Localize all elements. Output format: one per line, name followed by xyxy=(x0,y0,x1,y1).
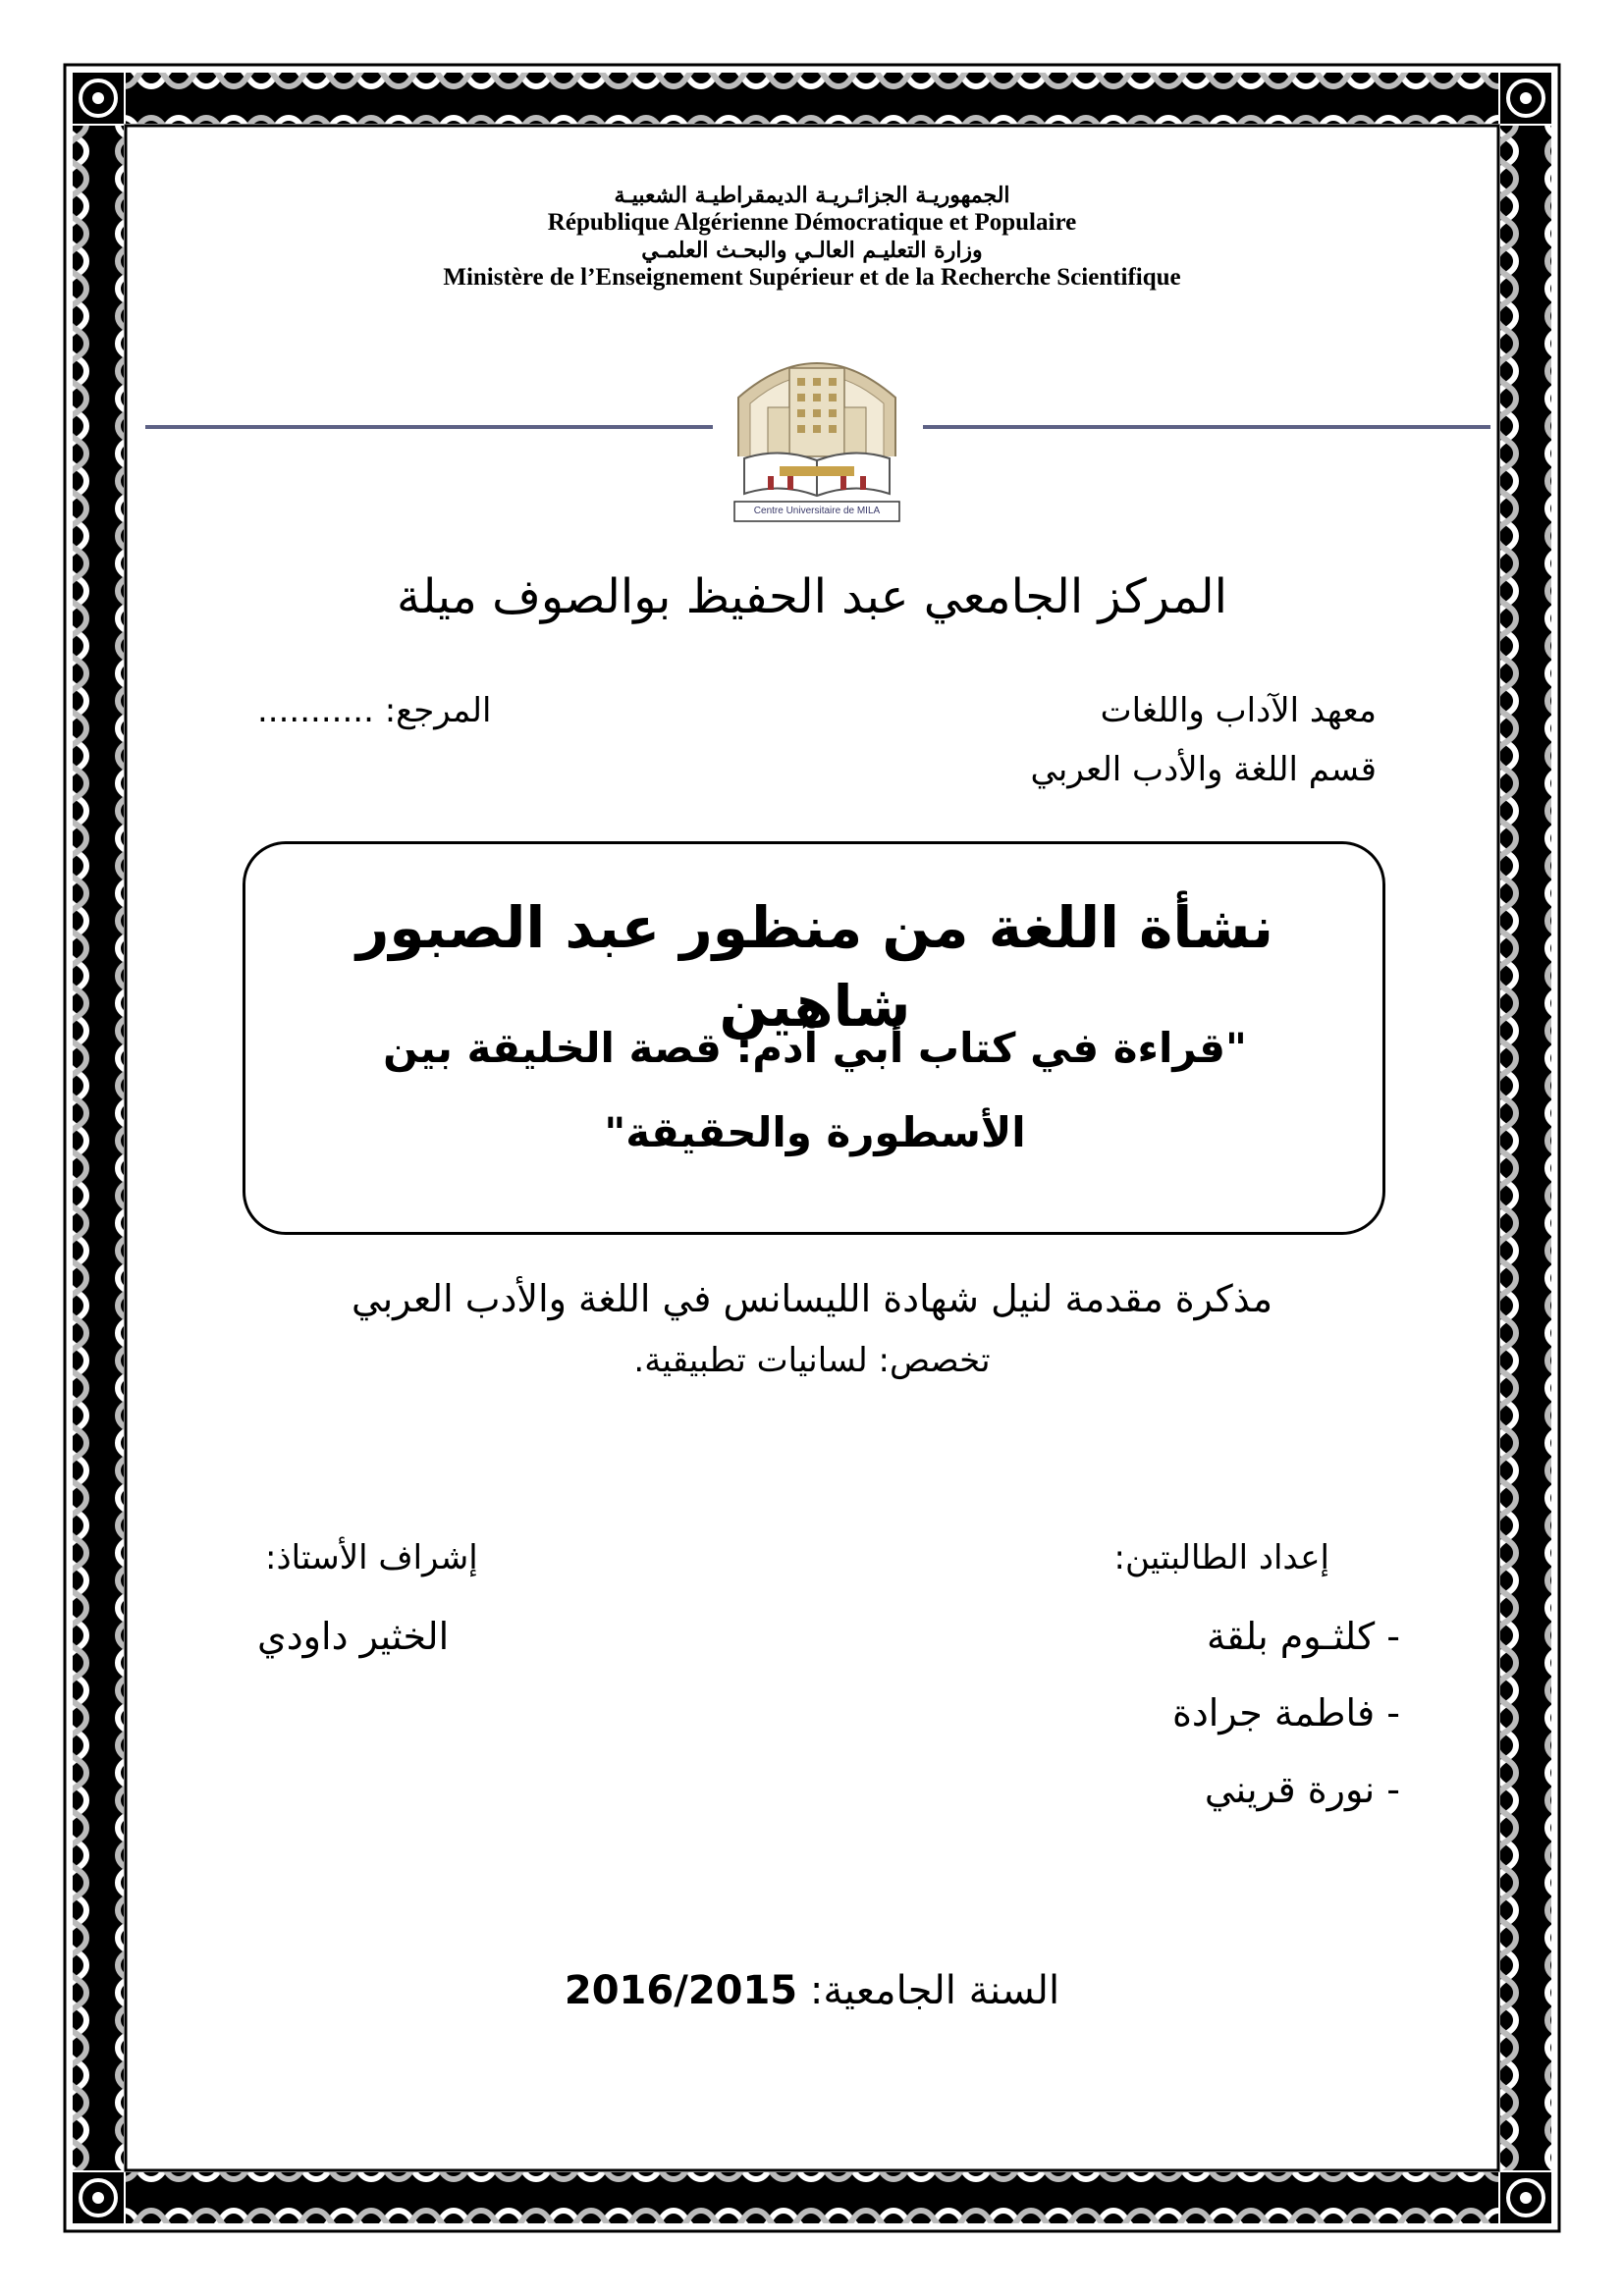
university-center-name: المركز الجامعي عبد الحفيظ بوالصوف ميلة xyxy=(397,569,1227,624)
reference-field: المرجع: ........... xyxy=(257,691,492,730)
republic-french: République Algérienne Démocratique et Populaire xyxy=(547,209,1077,236)
degree-statement: مذكرة مقدمة لنيل شهادة الليسانس في اللغة والأدب العربي xyxy=(351,1277,1273,1320)
student-name: - فاطمة جرادة xyxy=(1171,1691,1400,1735)
header-rule-left xyxy=(145,425,713,429)
university-logo xyxy=(729,339,905,525)
academic-year-label: السنة الجامعية: xyxy=(809,1968,1060,2013)
header-rule-right xyxy=(923,425,1490,429)
logo-caption: Centre Universitaire de MILA xyxy=(753,506,881,516)
prepared-by-label: إعداد الطالبتين: xyxy=(1113,1538,1329,1577)
academic-year-value: 2016/2015 xyxy=(564,1968,798,2013)
ministry-arabic: وزارة التعليـم العالـي والبحـث العلمـي xyxy=(641,238,983,263)
thesis-subtitle: "قراءة في كتاب أبي آدم: قصة الخليقة بين الأسطورة والحقيقة" xyxy=(383,1024,1247,1156)
academic-year xyxy=(0,1963,1624,2018)
ministry-french: Ministère de l’Enseignement Supérieur et de la Recherche Scientifique xyxy=(443,264,1181,291)
supervisor-name: الخثير داودي xyxy=(257,1615,450,1658)
republic-arabic: الجمهوريـة الجزائـريـة الديمقراطيـة الشعبيـة xyxy=(614,183,1010,208)
document-header xyxy=(0,183,1624,293)
institute-name: معهد الآداب واللغات xyxy=(1100,691,1377,730)
student-name: - كلثـوم بلقة xyxy=(1206,1615,1400,1658)
thesis-title: نشأة اللغة من منظور عبد الصبور شاهين xyxy=(355,894,1273,1040)
specialization: تخصص: لسانيات تطبيقية. xyxy=(633,1341,991,1380)
supervisor-label: إشراف الأستاذ: xyxy=(265,1538,478,1577)
department-name: قسم اللغة والأدب العربي xyxy=(1030,750,1377,789)
student-name: - نورة قريني xyxy=(1204,1768,1400,1811)
